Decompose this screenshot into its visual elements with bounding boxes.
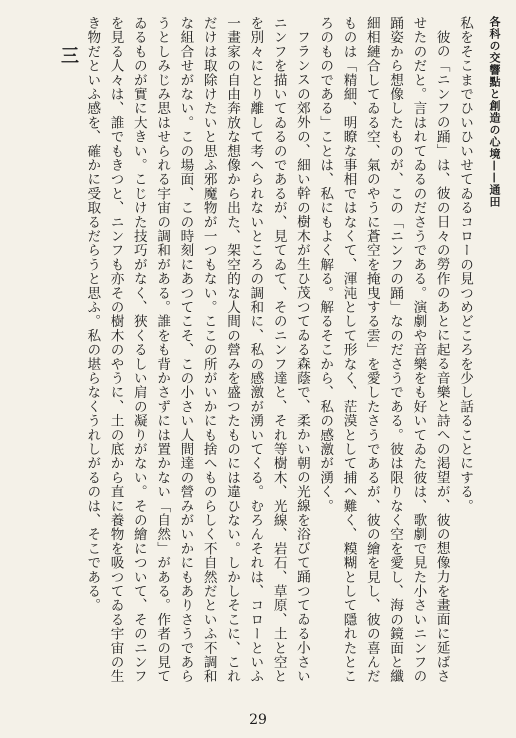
section-number: 三 (57, 46, 79, 65)
running-header: 各科の交響點と創造の心境——通田 (488, 16, 501, 208)
page-body (21, 16, 476, 686)
paragraph: 私をそこまでひいひいせてゐるコローの見つめどころを少し話ることにする。 (457, 16, 473, 513)
page-number: 29 (249, 712, 267, 728)
paragraph: 彼の「ニンフの踊」は、彼の日々の勞作のあとに起る音樂と詩への渇望が、彼の想像力を畫面に延ばさせたのだと。言はれてゐるのださうである。演劇や音樂をも好いてゐた彼は、歌劇で見た小さいニンフの踊姿から想像したものが、この「ニンフの踊」なのださうである。彼は限りなく空を愛し、海の鏡面と纖細相縺合してゐる空、氣のやうに蒼空を掩曳する雲」を愛したさうであるが、彼の繪を見し、彼の喜んだものは「精細、明瞭な事相ではなくて、渾沌として形なく、茫漠として捕へ難く、糢糊として隱れたところのものである」ことは、私にもよく解る。解るそこから、私の感激が湧く。 (317, 16, 450, 684)
paragraph: フランスの郊外の、細い幹の樹木が生ひ茂つてゐる森蔭で、柔かい朝の光線を浴びて踊つてゐる小さいニンフを描いてゐるのであるが、見てゐて、そのニンフ達と、それ等樹木、光線、岩石、草原、土と空とを別々にとり離して考へられないところの調和に、私の感激が湧いてくる。むろんそれは、コローといふ一畫家の自由奔放な想像から出た、架空的な人間の營みを盛つたものには違ひない。しかしそこに、これだけは取除けたいと思ふ邪魔物が一つもない。ここの所がいかにも捨へものらしく不自然だといふ不調和な組合せがない。この場面、この時刻にあつてこそ、この小さい人間達の營みがいかにもありさうであらうとしみじみ思はせられる宇宙の調和がある。誰をも背かさずには置かない「自然」がある。作者の見てゐるものが實に大きい。こじけた技巧がなく、狹くるしい肩の凝りがない。その繪について、そのニンフを見る人々は、誰でもきつと、ニンフも亦その樹木のやうに、土の底から直に養物を吸つてゐる宇宙の生き物だといふ感を、確かに受取るだらうと思ふ。私の堪らなくうれしがるのは、そこである。 (84, 16, 310, 684)
